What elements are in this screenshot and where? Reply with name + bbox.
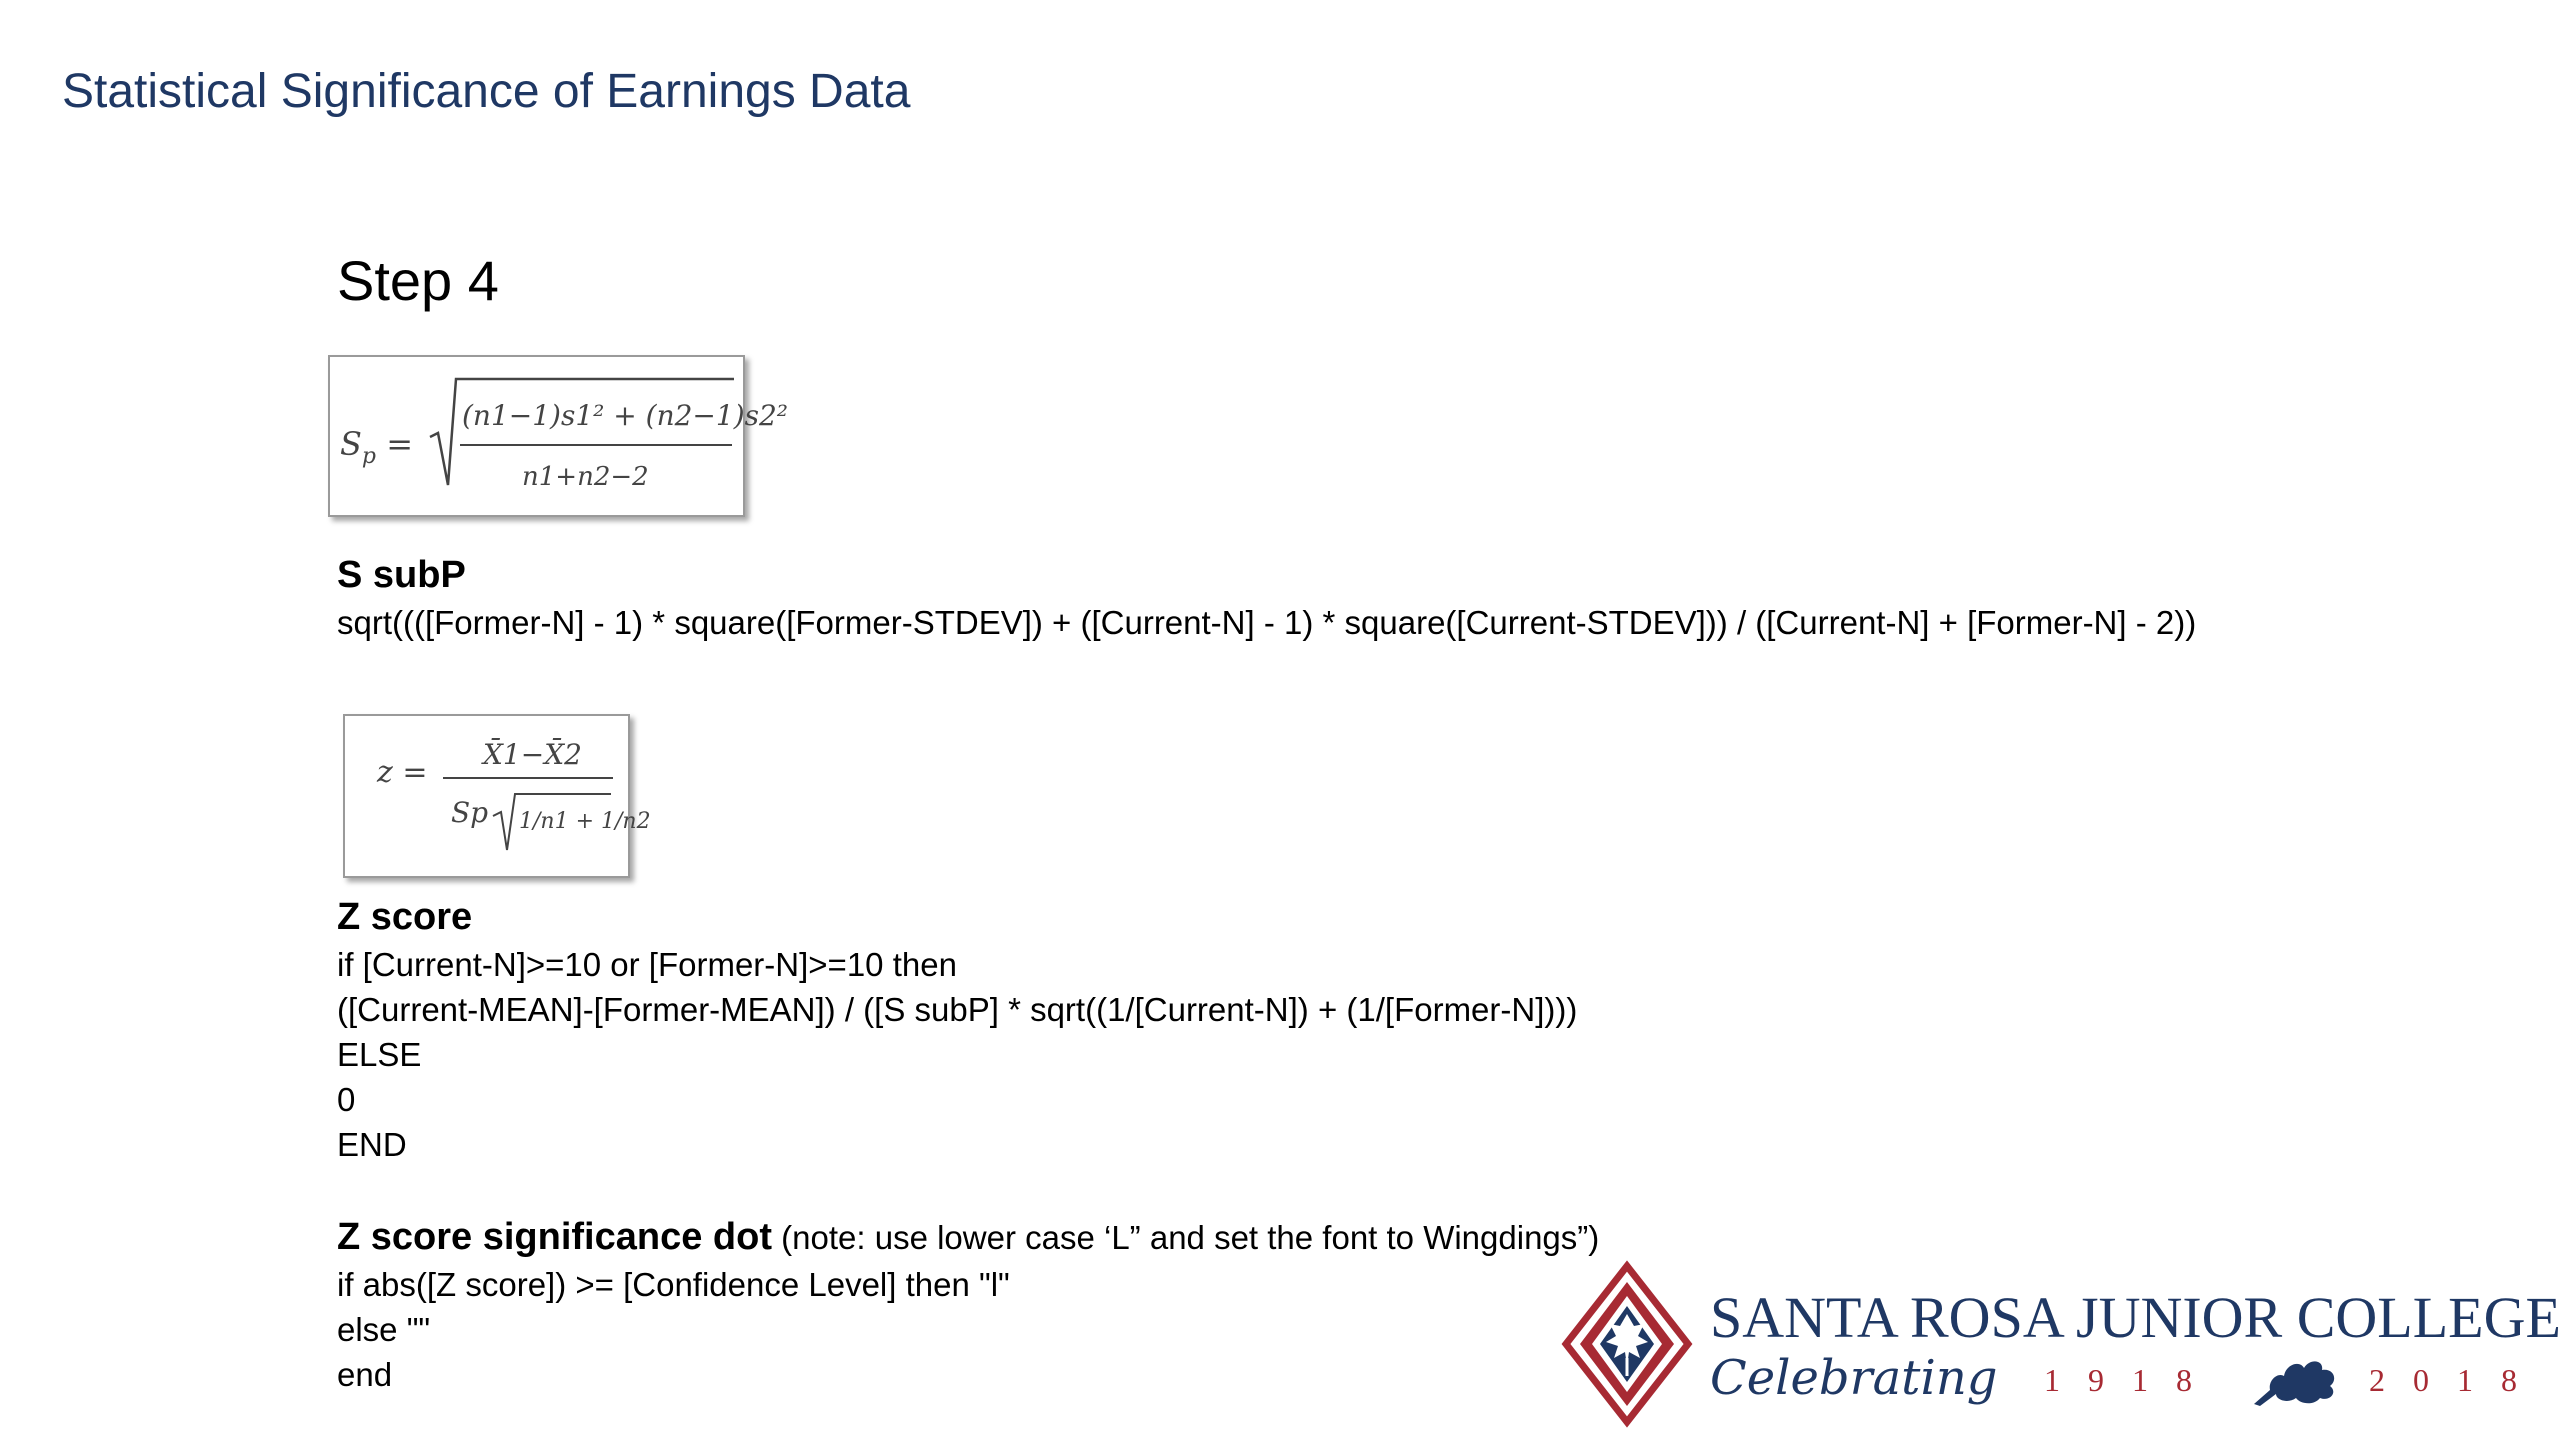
- logo-tagline: Celebrating: [1710, 1350, 1998, 1406]
- z-score-line-3: ELSE: [337, 1036, 422, 1073]
- z-score-line-2: ([Current-MEAN]-[Former-MEAN]) / ([S subP] * sqrt((1/[Current-N]) + (1/[Former-N]))): [337, 991, 1578, 1028]
- s-subp-expression: sqrt((([Former-N] - 1) * square([Former-STDEV]) + ([Current-N] - 1) * square([Current-STDEV])) / ([Current-N] + [Former-N] - 2)): [337, 604, 2197, 641]
- s-subp-heading: S subP: [337, 554, 466, 596]
- oak-leaf-diamond-icon: [1562, 1262, 1692, 1427]
- sp-formula-numerator: (n1−1)s1² + (n2−1)s2²: [462, 399, 789, 432]
- pooled-sd-formula: [328, 355, 789, 517]
- z-formula-numerator: X̄1−X̄2: [483, 738, 582, 771]
- z-formula-inner: 1/n1 + 1/n2: [519, 809, 651, 834]
- z-dot-heading-text: Z score significance dot: [337, 1216, 772, 1258]
- z-score-line-5: END: [337, 1126, 407, 1163]
- logo-name: SANTA ROSA JUNIOR COLLEGE: [1710, 1285, 2561, 1350]
- z-score-heading: Z score: [337, 896, 473, 938]
- college-logo: [1562, 1262, 2561, 1427]
- z-dot-note: (note: use lower case ‘L” and set the font to Wingdings”): [772, 1219, 1600, 1256]
- z-formula-lhs: z =: [377, 755, 428, 790]
- sp-formula-lhs: $S_p$ =: [340, 425, 413, 469]
- step-heading: Step 4: [337, 249, 499, 312]
- z-score-formula: [343, 714, 651, 878]
- logo-year-start: 1918: [2044, 1362, 2220, 1398]
- logo-year-end: 2018: [2369, 1362, 2545, 1398]
- oak-leaf-icon: [2250, 1354, 2340, 1409]
- z-dot-line-1: if abs([Z score]) >= [Confidence Level] then "l": [337, 1266, 1010, 1303]
- z-dot-heading: [337, 1216, 1599, 1259]
- slide-title: Statistical Significance of Earnings Data: [62, 65, 911, 118]
- z-dot-line-3: end: [337, 1356, 393, 1393]
- z-formula-sp: Sp: [451, 796, 489, 829]
- sp-formula-denominator: n1+n2−2: [522, 462, 649, 492]
- z-dot-line-2: else "": [337, 1311, 431, 1348]
- z-score-line-1: if [Current-N]>=10 or [Former-N]>=10 then: [337, 946, 957, 983]
- z-score-line-4: 0: [337, 1081, 356, 1118]
